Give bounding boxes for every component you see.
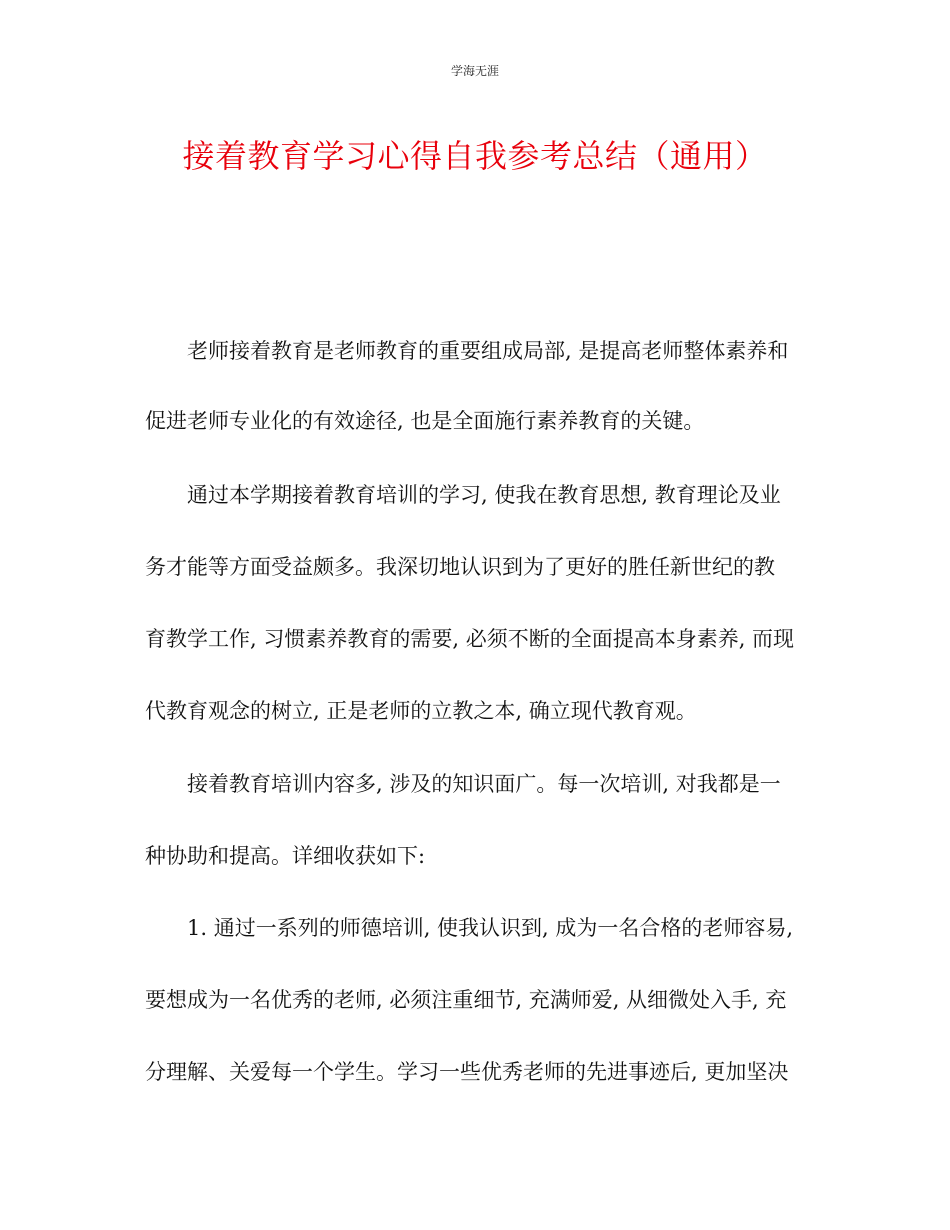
body-line-11: 分理解、关爱每一个学生。学习一些优秀老师的先进事迹后, 更加坚决 bbox=[145, 1060, 789, 1084]
body-line-9: 1. 通过一系列的师德培训, 使我认识到, 成为一名合格的老师容易, bbox=[187, 916, 794, 940]
body-line-6: 代教育观念的树立, 正是老师的立教之本, 确立现代教育观。 bbox=[145, 699, 697, 723]
body-line-4: 务才能等方面受益颇多。我深切地认识到为了更好的胜任新世纪的教 bbox=[145, 555, 775, 579]
body-line-2: 促进老师专业化的有效途径, 也是全面施行素养教育的关键。 bbox=[145, 409, 705, 433]
page-header: 学海无涯 bbox=[450, 64, 499, 78]
body-line-7: 接着教育培训内容多, 涉及的知识面广。每一次培训, 对我都是一 bbox=[187, 772, 781, 796]
body-line-10: 要想成为一名优秀的老师, 必须注重细节, 充满师爱, 从细微处入手, 充 bbox=[145, 988, 787, 1012]
body-line-3: 通过本学期接着教育培训的学习, 使我在教育思想, 教育理论及业 bbox=[187, 483, 781, 507]
body-line-8: 种协助和提高。详细收获如下: bbox=[145, 844, 426, 868]
document-title: 接着教育学习心得自我参考总结（通用） bbox=[182, 137, 768, 175]
body-line-1: 老师接着教育是老师教育的重要组成局部, 是提高老师整体素养和 bbox=[187, 339, 789, 363]
body-line-5: 育教学工作, 习惯素养教育的需要, 必须不断的全面提高本身素养, 而现 bbox=[145, 627, 795, 651]
